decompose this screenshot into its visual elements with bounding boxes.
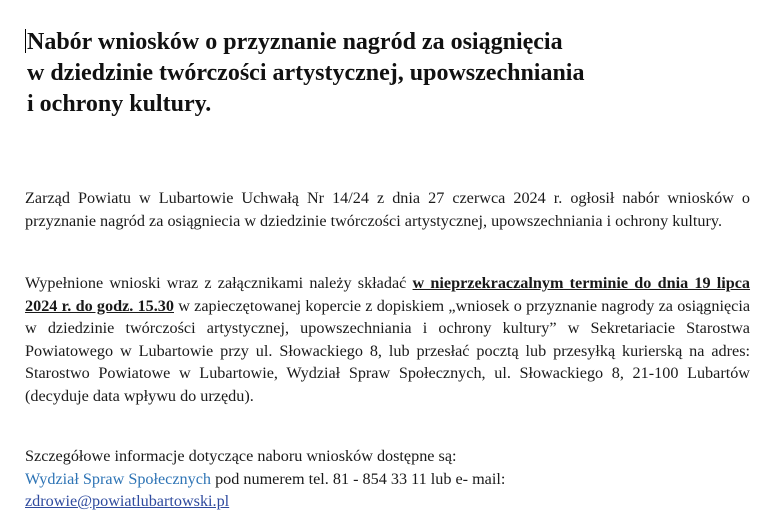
announcement-paragraph: Zarząd Powiatu w Lubartowie Uchwałą Nr 14/24 z dnia 27 czerwca 2024 r. ogłosił nabór wniosków o przyznanie nagród za osiągniecia w dziedzinie twórczości artystycznej, upowszechniania i ochrony kultury. (25, 189, 750, 230)
title-line-3: i ochrony kultury. (27, 91, 212, 117)
contact-phone-text: pod numerem tel. 81 - 854 33 11 lub e- mail: (211, 469, 506, 488)
text-cursor (25, 29, 26, 53)
email-link[interactable]: zdrowie@powiatlubartowski.pl (25, 492, 230, 510)
title-line-2: w dziedzinie twórczości artystycznej, upowszechniania (27, 60, 585, 86)
submission-text-start: Wypełnione wnioski wraz z załącznikami należy składać (25, 274, 413, 292)
deadline-text: w nieprzekraczalnym terminie do dnia 19 lipca 2024 r. do godz. 15.30 (25, 274, 751, 315)
submission-paragraph (25, 272, 750, 407)
department-link[interactable]: Wydział Spraw Społecznych (25, 469, 212, 488)
contact-intro: Szczegółowe informacje dotyczące naboru wniosków dostępne są: (25, 447, 457, 465)
submission-text-end: w zapieczętowanej kopercie z dopiskiem „wniosek o przyznanie nagrody za osiągnięcia w dziedzinie twórczości artystycznej, upowszechniania i ochrony kultury” w Sekretariacie Starostwa Powiatowego w Lubartowie przy ul. Słowackiego 8, lub przesłać pocztą lub przesyłką kurierską na adres: Starostwo Powiatowe w Lubartowie, Wydział Spraw Społecznych, ul. Słowackiego 8, 21-100 Lubartów (decyduje data wpływu do urzędu). (25, 296, 751, 405)
title-line-1: Nabór wniosków o przyznanie nagród za osiągnięcia (27, 29, 563, 55)
contact-paragraph (25, 445, 750, 513)
document-title (27, 27, 747, 120)
